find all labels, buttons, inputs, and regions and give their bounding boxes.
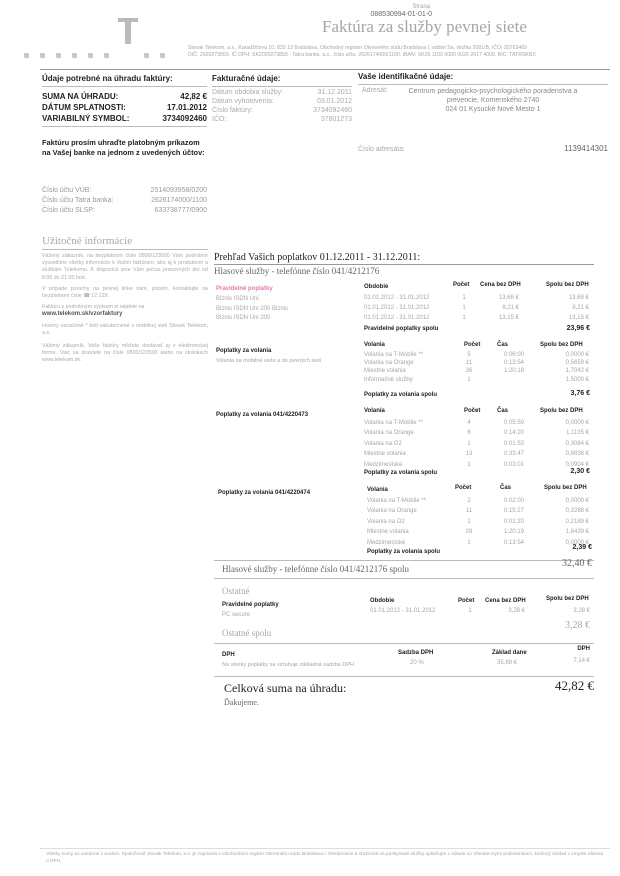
payment-section: [42, 74, 207, 214]
useful-info: Užitočné informácie Vážený zákazník, na bezplatnom čísle 0800/123500 Vám podrobne vysvetlíme všetky informácie k Vašim faktúram, ako aj k produktom a službám Telekomu. K dispozícii sme Vám počas pracovných dní od 8.00 do 21.00 hod. V prípade poruchy na pevnej linke nám, prosím, kontaktujte na bezplatnom čísle ☎ 12 129. Faktúru s podrobným výpisom si nájdete na www.telekom.sk/vzorfaktury Hovory označené * boli uskutočnené v mobilnej sieti Slovak Telekom, a.s. Vážený zákazník, Vaše faktúry môžete dostávať aj v elektronickej forme. Viac sa dozviete na čísle 0800/123500 alebo na stránkach www.telekom.sk.: [42, 235, 208, 364]
customer-heading: Vaše identifikačné údaje:: [358, 72, 454, 81]
call-block-3: Poplatky za volania 041/4220474 Volania Počet Čas Spolu bez DPH Volania na T-Mobile ** 2 0:02:00 0,0000 € Volania na Orange 11 0:15:27 0,3288 € Volania na O2 1 0:01:20 0,2189 € Miestne volania 28 1:20:19 1,6439 € Medzimestské 1 0:13:54 0,0000 € Poplatky za volania spolu 2,39 €: [218, 485, 592, 555]
due-date-row: DÁTUM SPLATNOSTI: 17.01.2012: [42, 103, 207, 112]
other-section: Ostatné Pravidelné poplatky PC secure Obdobie Počet Cena bez DPH Spolu bez DPH 01.01.2012 - 31.01.2012 1 3,28 € 3,28 € Ostatné spolu 3,28 €: [222, 586, 590, 638]
document-title: Faktúra za služby pevnej siete: [322, 17, 527, 36]
payment-heading: Údaje potrebné na úhradu faktúry:: [42, 74, 173, 83]
voice-subtitle: Hlasové služby - telefónne číslo 041/4212176: [214, 266, 380, 276]
vat-section: DPH Na všetky poplatky sa vzťahuje základná sadzba DPH Sadzba DPH 20 % Základ dane 35,68 € DPH 7,14 €: [222, 646, 590, 668]
document-number: 088530994-01-01-0: [370, 11, 432, 18]
invoice-section: Fakturačné údaje: Dátum obdobia služby: 31.12.2011 Dátum vyhotovenia: 03.01.2012 Číslo faktúry: 3734092460 IČO: 37801273: [212, 74, 352, 123]
regular-fees: Pravidelné poplatky Biznis ISDN Uni Biznis ISDN Uni 200 Biznis Biznis ISDN Uni 200 Obdobie Počet Cena bez DPH Spolu bez DPH 01.01.2012 - 31.01.2012 1 13,68 € 13,68 € 01.01.2012 - 31.01.2012 1 8,21 € 8,21 € 01.01.2012 - 31.01.2012 1 13,15 € 13,15 € Pravidelné poplatky spolu 23,96 €: [216, 282, 590, 332]
payment-note: Faktúru prosím uhraďte platobným príkazom na Vašej banke na jednom z uvedených účtov:: [42, 138, 205, 157]
customer-section: Vaše identifikačné údaje: Adresát: Centrum pedagogicko-psychologického poradenstva a prevencie, Komenského 2740 024 01 Kysucké Nové Mesto 1 Číslo adresáta: 1139414301: [358, 72, 608, 153]
telekom-link[interactable]: www.telekom.sk/vzorfaktury: [42, 311, 123, 318]
addressee-number: 1139414301: [564, 144, 608, 153]
voice-total-label: Hlasové služby - telefónne číslo 041/4212176 spolu: [222, 564, 409, 574]
overview-title: Prehľad Vašich poplatkov 01.12.2011 - 31.12.2011:: [214, 252, 421, 263]
telekom-logo: [20, 18, 180, 48]
variable-symbol-row: VARIABILNÝ SYMBOL: 3734092460: [42, 114, 207, 123]
customer-address: Centrum pedagogicko-psychologického poradenstva a prevencie, Komenského 2740 024 01 Kysucké Nové Mesto 1: [408, 88, 578, 113]
page-label: Strana: [412, 4, 430, 10]
company-info: Slovak Telekom, a.s., Karadžičova 10, 825 13 Bratislava, Obchodný register Okresného súdu Bratislava I, oddiel Sa, vložka 2081/B, IČO: 35763469 DIČ: 2020273893, IČ DPH: SK2020273893 · Tatra banka, a.s., číslo účtu: 2626174000/1100, IBAN: SK26 1100 0000 0026 2617 4000, BIC: TATRSKBX: [188, 45, 536, 58]
grand-total-label: Celková suma na úhradu:: [224, 681, 347, 695]
thanks-text: Ďakujeme.: [224, 698, 259, 707]
amount-due-row: SUMA NA ÚHRADU: 42,82 €: [42, 92, 207, 101]
grand-total-value: 42,82 €: [555, 678, 594, 693]
bank-accounts: Číslo účtu VÚB: 2514093958/0200 Číslo účtu Tatra banka: 2626174000/1100 Číslo účtu SLSP: 633738777/0900: [42, 187, 207, 214]
invoice-heading: Fakturačné údaje:: [212, 74, 281, 83]
footer-text: Všetky sumy sú uvedené v eurách. Spoločnosť Slovak Telekom, a.s. je zapísaná v Obchodnom registri Okresného súdu Bratislava I. Reklamácie a sťažnosti na poskytnuté služby uplatňujte v súlade so Všeobecnými podmienkami. Daňový doklad v zmysle zákona o DPH.: [46, 852, 604, 864]
useful-heading: Užitočné informácie: [42, 235, 133, 247]
call-block-1: Poplatky za volania Volania na mobilné siete a do pevných sietí Volania Počet Čas Spolu bez DPH Volania na T-Mobile ** 5 0:06:00 0,0000 € Volania na Orange 11 0:13:54 0,5659 € Miestne volania 36 1:20:18 1,7042 € Informačné služby 1 1,5000 € Poplatky za volania spolu 3,76 €: [216, 342, 590, 398]
voice-total-value: 32,40 €: [562, 558, 592, 569]
call-block-2: Poplatky za volania 041/4220473 Volania Počet Čas Spolu bez DPH Volania na T-Mobile ** 4 0:05:59 0,0000 € Volania na Orange 6 0:14:20 1,1135 € Volania na O2 1 0:01:53 0,3064 € Miestne volania 13 0:33:47 0,8836 € Medzimestské 1 0:03:01 0,0904 € Poplatky za volania spolu 2,30 €: [216, 408, 590, 476]
